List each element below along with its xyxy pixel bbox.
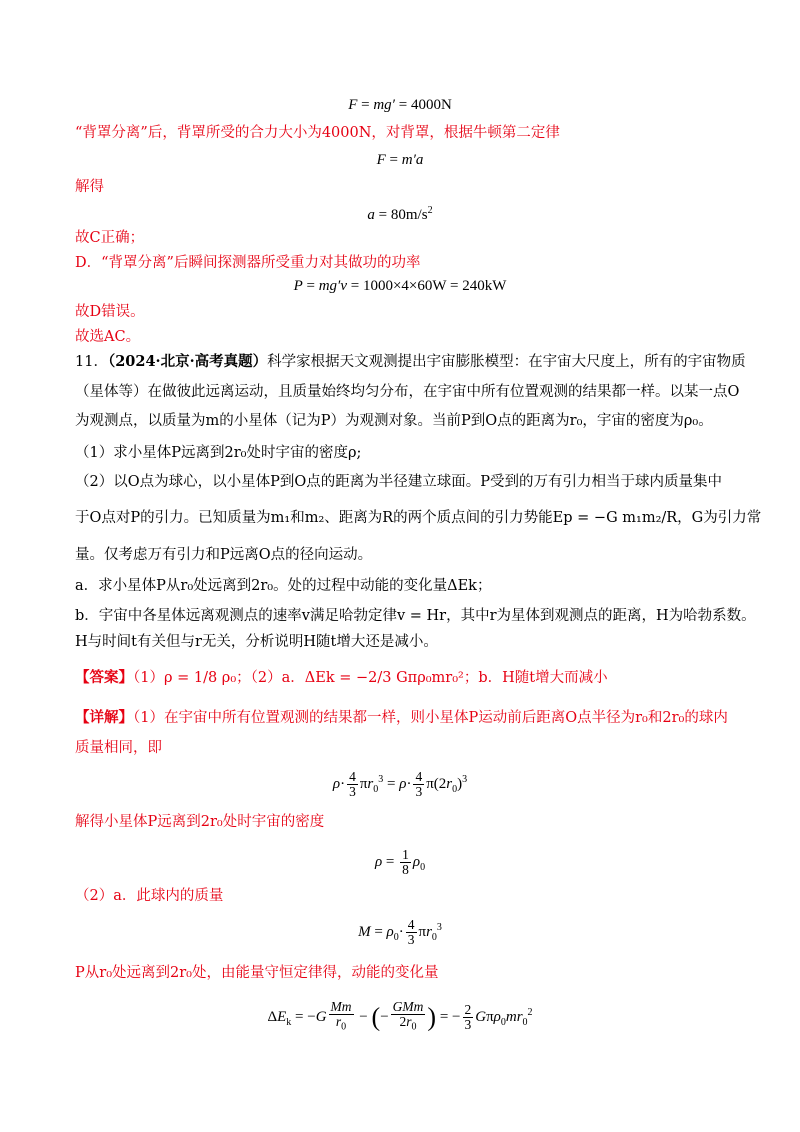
question-text: 科学家根据天文观测提出宇宙膨胀模型：在宇宙大尺度上，所有的宇宙物质: [267, 354, 746, 370]
fraction: $\frac{4}{3}$: [407, 917, 415, 948]
equation-power: P = mg′v = 1000×4×60W = 240kW: [293, 278, 507, 294]
equation-kinetic-energy: $\Delta E_k = -G$ $\frac{Mm}{r_0}$ − (− $\frac{\text{GMm}}{2r_0}$ ) = − $\frac{2}{3}$ $G\pi\rho_0mr_0^2$: [267, 999, 533, 1033]
equation-force: F = mg′ = 4000N: [348, 97, 452, 113]
text-line: 解得: [75, 179, 104, 195]
eq-lhs: a: [367, 207, 375, 223]
eq-lhs: P: [293, 278, 303, 294]
text-line: “背罩分离”后，背罩所受的合力大小为4000N，对背罩，根据牛顿第二定律: [75, 125, 560, 141]
detail-line: P从r₀处远离到2r₀处，由能量守恒定律得，动能的变化量: [75, 965, 439, 981]
question-11-line: [75, 352, 746, 372]
eq-rhs: 80m/s: [390, 207, 428, 223]
answer-part-1: （1）ρ = 1/8 ρ₀；: [133, 670, 251, 686]
eq-rhs: 1000×4×60W = 240kW: [362, 278, 507, 294]
answer-part-2: （2）a．ΔEk = −2/3 Gπρ₀mr₀²；b．H随t增大而减小: [250, 670, 608, 686]
equation-newton: F = m′a: [376, 152, 424, 168]
fraction: $\frac{\text{GMm}}{2r_0}$: [392, 999, 424, 1033]
question-text-line: 为观测点，以质量为m的小星体（记为P）为观测对象。当前P到O点的距离为r₀，宇宙的密度为ρ₀。: [75, 413, 713, 429]
question-part-a: a．求小星体P从r₀处远离到2r₀。处的过程中动能的变化量ΔEk；: [75, 578, 492, 594]
answer-line: [75, 668, 725, 688]
question-part-b-line: H与时间t有关但与r无关，分析说明H随t增大还是减小。: [75, 634, 438, 650]
question-part-b-line: b．宇宙中各星体远离观测点的速率v满足哈勃定律v = Hr，其中r为星体到观测点的距离，H为哈勃系数。: [75, 608, 756, 624]
equation-mass-equal: ρ· $\frac{4}{3}$ $\pi r_0^3 = \rho\cdot$ $\frac{4}{3}$ $\pi(2r_0)^3$: [332, 769, 468, 800]
detail-tag: 【详解】: [75, 709, 133, 726]
equation-sphere-mass: $M = \rho_0\cdot$ $\frac{4}{3}$ $\pi r_0^3$: [358, 917, 442, 948]
eq-rhs: 4000N: [410, 97, 452, 113]
fraction: $\frac{Mm}{r_0}$: [330, 999, 352, 1033]
detail-line: [75, 708, 728, 728]
question-source: （2024·北京·高考真题）: [107, 353, 268, 370]
fraction: $\frac{1}{8}$: [402, 847, 409, 877]
question-number: 11．: [75, 354, 108, 370]
fraction: $\frac{4}{3}$: [415, 769, 423, 800]
question-text-line: （星体等）在做彼此远离运动，且质量始终均匀分布，在宇宙中所有位置观测的结果都一样。以某一点O: [75, 384, 740, 400]
detail-line: 解得小星体P远离到2r₀处时宇宙的密度: [75, 814, 325, 830]
eq-mid: mg′v: [318, 278, 347, 294]
eq-lhs: F: [348, 97, 358, 113]
equation-density: ρ = $\frac{1}{8}$ $\rho_0$: [374, 847, 426, 877]
equation-accel: $a = 80m/s^2$: [367, 205, 433, 223]
eq-lhs: F: [376, 152, 386, 168]
text-line: 故选AC。: [75, 329, 141, 345]
answer-tag: 【答案】: [75, 669, 133, 686]
question-part-2-line: 于O点对P的引力。已知质量为m₁和m₂、距离为R的两个质点间的引力势能Ep = −G m₁m₂/R，G为引力常: [75, 510, 762, 526]
eq-mid: mg′: [373, 97, 395, 113]
text-line: D．“背罩分离”后瞬间探测器所受重力对其做功的功率: [75, 255, 421, 271]
question-part-1: （1）求小星体P远离到2r₀处时宇宙的密度ρ;: [75, 445, 362, 461]
question-part-2-line: 量。仅考虑万有引力和P远离O点的径向运动。: [75, 547, 373, 563]
detail-line: （2）a．此球内的质量: [75, 888, 224, 904]
fraction: $\frac{2}{3}$: [464, 1001, 472, 1032]
detail-text: （1）在宇宙中所有位置观测的结果都一样，则小星体P运动前后距离O点半径为r₀和2r₀的球内: [133, 710, 728, 726]
detail-line: 质量相同，即: [75, 740, 162, 756]
text-line: 故C正确；: [75, 230, 145, 246]
text-line: 故D错误。: [75, 304, 145, 320]
fraction: $\frac{4}{3}$: [349, 769, 356, 800]
eq-sup: 2: [427, 205, 433, 216]
eq-rhs: m′a: [401, 152, 424, 168]
question-part-2-line: （2）以O点为球心，以小星体P到O点的距离为半径建立球面。P受到的万有引力相当于球内质量集中: [75, 474, 723, 490]
